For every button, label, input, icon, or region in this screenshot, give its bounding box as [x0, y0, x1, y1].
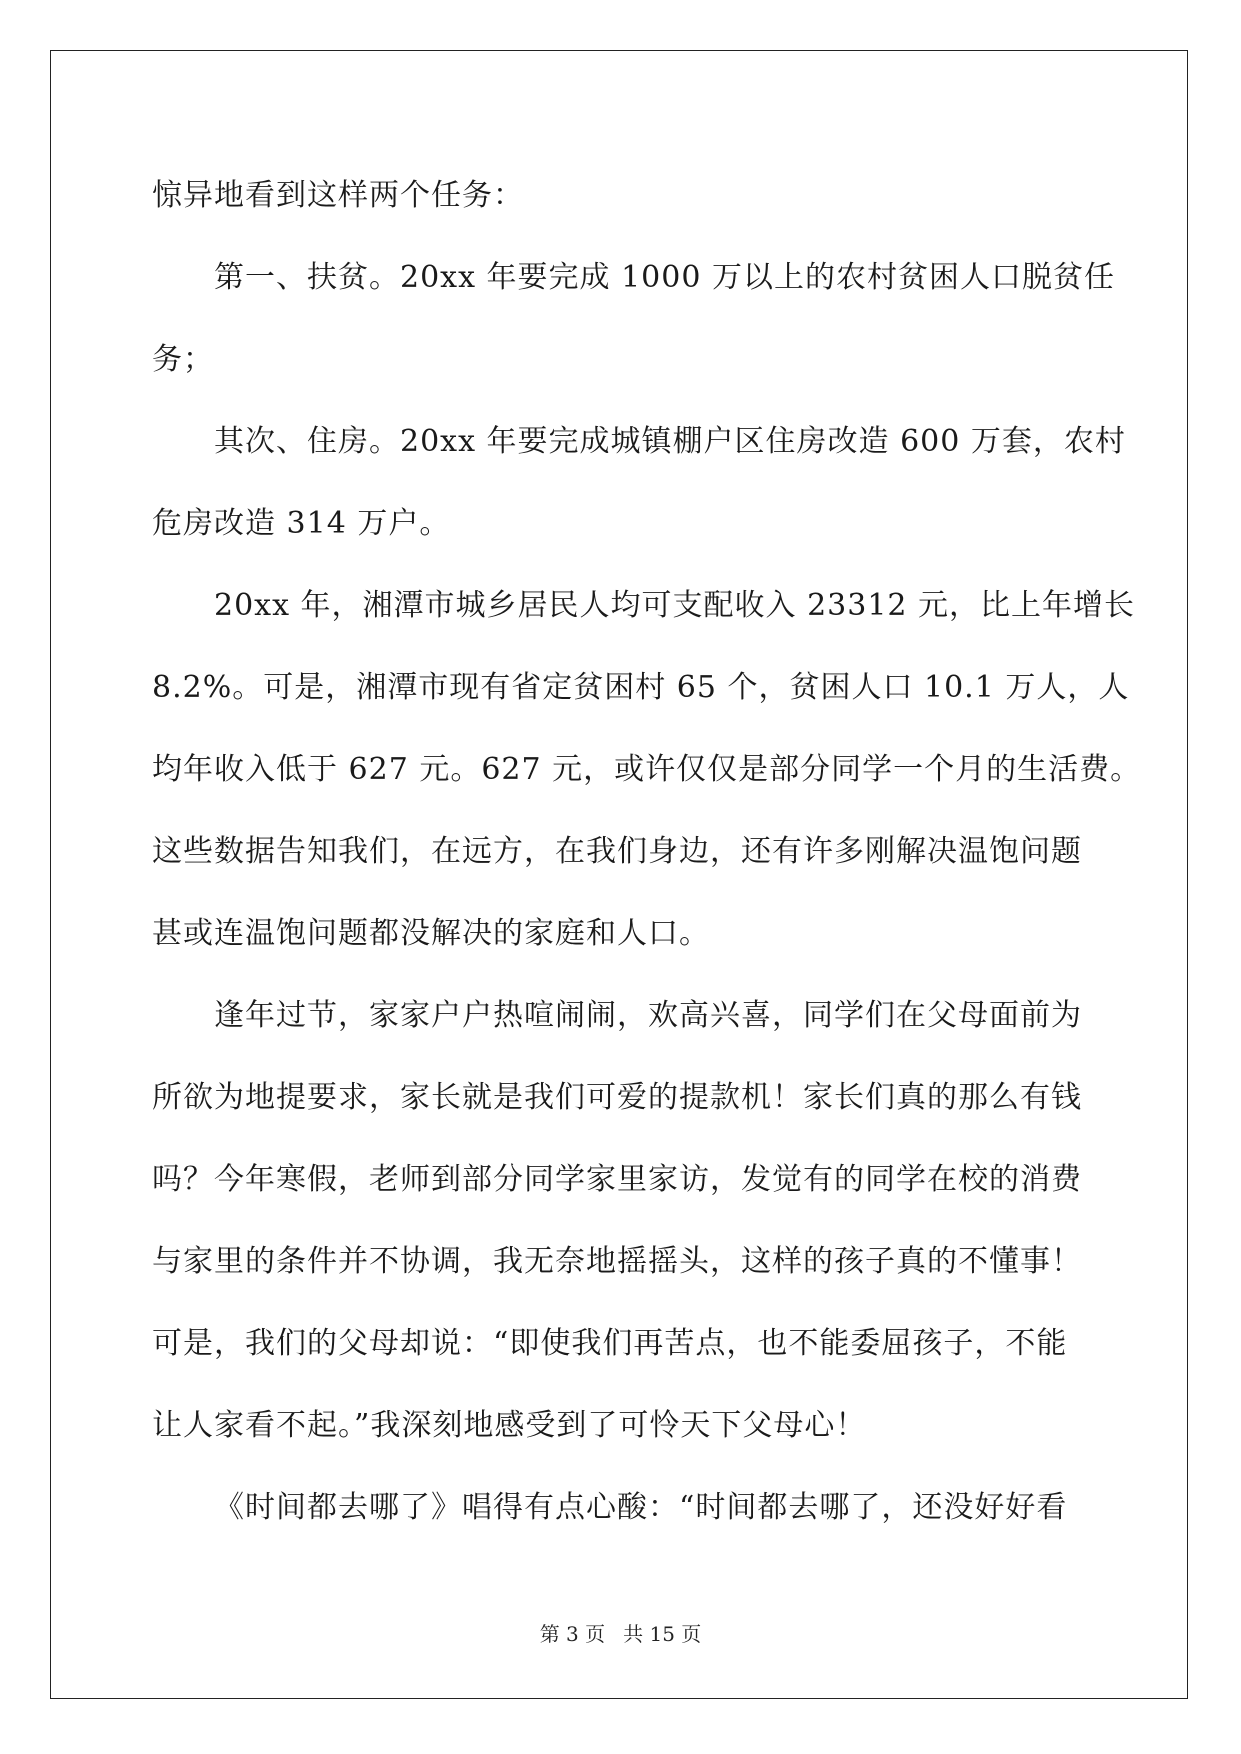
page-number-current: 第 3 页 [539, 1622, 606, 1646]
text-line: 甚或连温饱问题都没解决的家庭和人口。 [152, 916, 710, 951]
text-line: 第一、扶贫。20xx 年要完成 1000 万以上的农村贫困人口脱贫任 [214, 260, 1115, 295]
text-line: 逢年过节，家家户户热喧闹闹，欢高兴喜，同学们在父母面前为 [214, 998, 1082, 1033]
text-line: 危房改造 314 万户。 [152, 506, 451, 541]
text-line: 20xx 年，湘潭市城乡居民人均可支配收入 23312 元，比上年增长 [214, 588, 1136, 623]
text-line: 与家里的条件并不协调，我无奈地摇摇头，这样的孩子真的不懂事！ [152, 1244, 1082, 1279]
document-body [152, 155, 1142, 1549]
text-line: 其次、住房。20xx 年要完成城镇棚户区住房改造 600 万套，农村 [214, 424, 1126, 459]
text-line: 所欲为地提要求，家长就是我们可爱的提款机！家长们真的那么有钱 [152, 1080, 1082, 1115]
text-line: 务； [152, 342, 214, 377]
text-line: 惊异地看到这样两个任务： [152, 178, 524, 213]
text-line: 这些数据告知我们，在远方，在我们身边，还有许多刚解决温饱问题 [152, 834, 1082, 869]
page-number-total: 共 15 页 [623, 1622, 702, 1646]
text-line: 可是，我们的父母却说：“即使我们再苦点，也不能委屈孩子，不能 [152, 1326, 1068, 1361]
text-line: 均年收入低于 627 元。627 元，或许仅仅是部分同学一个月的生活费。 [152, 752, 1142, 787]
text-line: 吗？今年寒假，老师到部分同学家里家访，发觉有的同学在校的消费 [152, 1162, 1082, 1197]
text-line: 《时间都去哪了》唱得有点心酸：“时间都去哪了，还没好好看 [214, 1490, 1068, 1525]
text-line: 8.2%。可是，湘潭市现有省定贫困村 65 个，贫困人口 10.1 万人，人 [152, 670, 1130, 705]
page-footer [0, 1618, 1241, 1647]
text-line: 让人家看不起。”我深刻地感受到了可怜天下父母心！ [152, 1408, 867, 1443]
